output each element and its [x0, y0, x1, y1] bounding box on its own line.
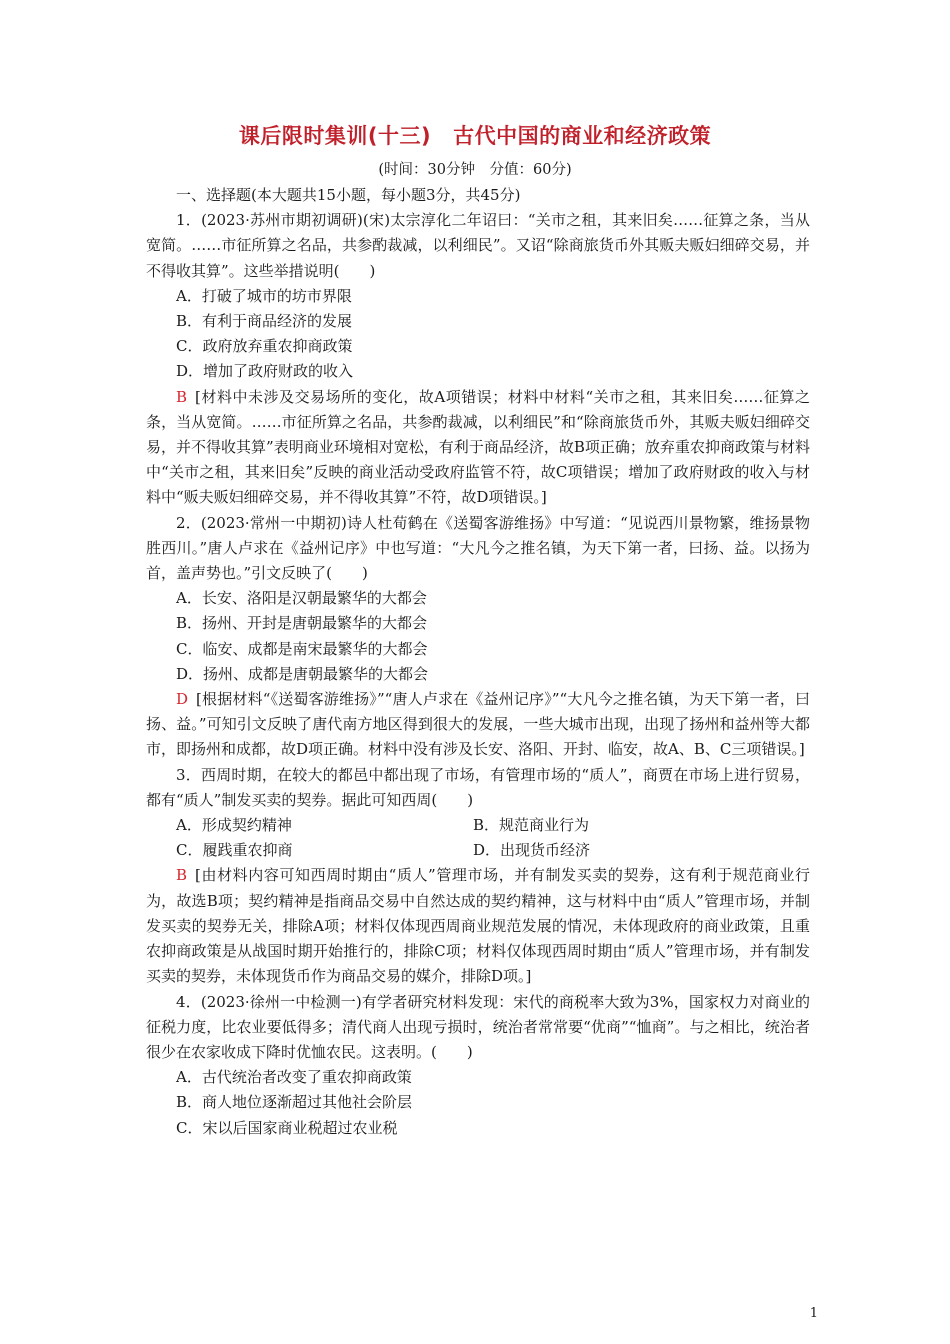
question-1-explanation: [材料中未涉及交易场所的变化，故A项错误；材料中材料“关市之租，其来旧矣……征算之条，当从宽简。……市征所算之名品，共参酌裁减，以利细民”和“除商旅货币外，其贩夫贩妇细碎交易，并不得收其算”表明商业环境相对宽松，有利于商品经济，故B项正确；放弃重农抑商政策与材料中“关市之租，其来旧矣”反映的商业活动受政府监管不符，故C项错误；增加了政府财政的收入与材料中“贩夫贩妇细碎交易，并不得收其算”不符，故D项错误。]	[146, 387, 810, 507]
question-2-stem: 2．(2023·常州一中期初)诗人杜荀鹤在《送蜀客游维扬》中写道：“见说西川景物繁，维扬景物胜西川。”唐人卢求在《益州记序》中也写道：“大凡今之推名镇，为天下第一者，曰扬、益。以扬为首，盖声势也。”引文反映了( )	[146, 513, 810, 583]
question-3-option-b: B．规范商业行为	[473, 816, 590, 835]
question-2-option-a: A．长安、洛阳是汉朝最繁华的大都会	[176, 589, 427, 608]
question-1-answer-letter: B	[176, 387, 188, 406]
question-1-option-d: D．增加了政府财政的收入	[176, 362, 354, 381]
section-heading: 一、选择题(本大题共15小题，每小题3分，共45分)	[176, 186, 521, 204]
question-1-option-b: B．有利于商品经济的发展	[176, 312, 353, 331]
question-2-option-d: D．扬州、成都是唐朝最繁华的大都会	[176, 664, 429, 683]
question-2-answer	[146, 687, 810, 763]
question-4-option-a: A．古代统治者改变了重农抑商政策	[176, 1068, 412, 1087]
question-1-option-a: A．打破了城市的坊市界限	[176, 286, 352, 305]
question-4-stem: 4．(2023·徐州一中检测一)有学者研究材料发现：宋代的商税率大致为3%，国家权力对商业的征税力度，比农业要低得多；清代商人出现亏损时，统治者常常要“优商”“恤商”。与之相比，统治者很少在农家收成下降时优恤农民。这表明。( )	[146, 992, 810, 1061]
question-3-explanation: [由材料内容可知西周时期由“质人”管理市场，并有制发买卖的契券，这有利于规范商业行为，故选B项；契约精神是指商品交易中自然达成的契约精神，这与材料中由“质人”管理市场，并制发买卖的契券无关，排除A项；材料仅体现西周商业规范发展的情况，未体现政府的商业政策，且重农抑商政策是从战国时期开始推行的，排除C项；材料仅体现西周时期由“质人”管理市场，并有制发买卖的契券，未体现货币作为商品交易的媒介，排除D项。]	[146, 866, 810, 986]
time-score-line: (时间：30分钟 分值：60分)	[378, 162, 572, 178]
question-1-option-c: C．政府放弃重农抑商政策	[176, 337, 353, 356]
question-3-answer-letter: B	[176, 866, 188, 885]
question-2-answer-letter: D	[176, 690, 189, 709]
question-3-options-row-2	[146, 838, 810, 863]
question-3-answer	[146, 863, 810, 989]
title-part-1: 课后限时集训(十三)	[238, 124, 432, 148]
document-body	[146, 183, 810, 1141]
page-number: 1	[809, 1306, 818, 1321]
question-3-option-a: A．形成契约精神	[176, 816, 292, 835]
question-4-option-c: C．宋以后国家商业税超过农业税	[176, 1118, 398, 1137]
title-part-2: 古代中国的商业和经济政策	[453, 124, 712, 148]
question-2-explanation: [根据材料“《送蜀客游维扬》”“唐人卢求在《益州记序》”“大凡今之推名镇，为天下第一者，曰扬、益。”可知引文反映了唐代南方地区得到很大的发展，一些大城市出现，出现了扬州和益州等大都市，即扬州和成都，故D项正确。材料中没有涉及长安、洛阳、开封、临安，故A、B、C三项错误。]	[146, 690, 810, 759]
question-3-option-d: D．出现货币经济	[473, 841, 591, 860]
question-4-option-b: B．商人地位逐渐超过其他社会阶层	[176, 1093, 413, 1112]
question-3-option-c: C．履践重农抑商	[176, 841, 293, 860]
question-3-stem: 3．西周时期，在较大的都邑中都出现了市场，有管理市场的“质人”，商贾在市场上进行贸易，都有“质人”制发买卖的契券。据此可知西周( )	[146, 765, 810, 809]
question-3-options-row-1	[146, 813, 810, 838]
question-2-option-b: B．扬州、开封是唐朝最繁华的大都会	[176, 614, 428, 633]
page-title	[0, 120, 950, 150]
question-2-option-c: C．临安、成都是南宋最繁华的大都会	[176, 639, 428, 658]
question-1-stem: 1．(2023·苏州市期初调研)(宋)太宗淳化二年诏曰：“关市之租，其来旧矣……征算之条，当从宽简。……市征所算之名品，共参酌裁减，以利细民”。又诏“除商旅货币外其贩夫贩妇细碎交易，并不得收其算”。这些举措说明( )	[146, 211, 810, 280]
question-1-answer	[146, 385, 810, 511]
